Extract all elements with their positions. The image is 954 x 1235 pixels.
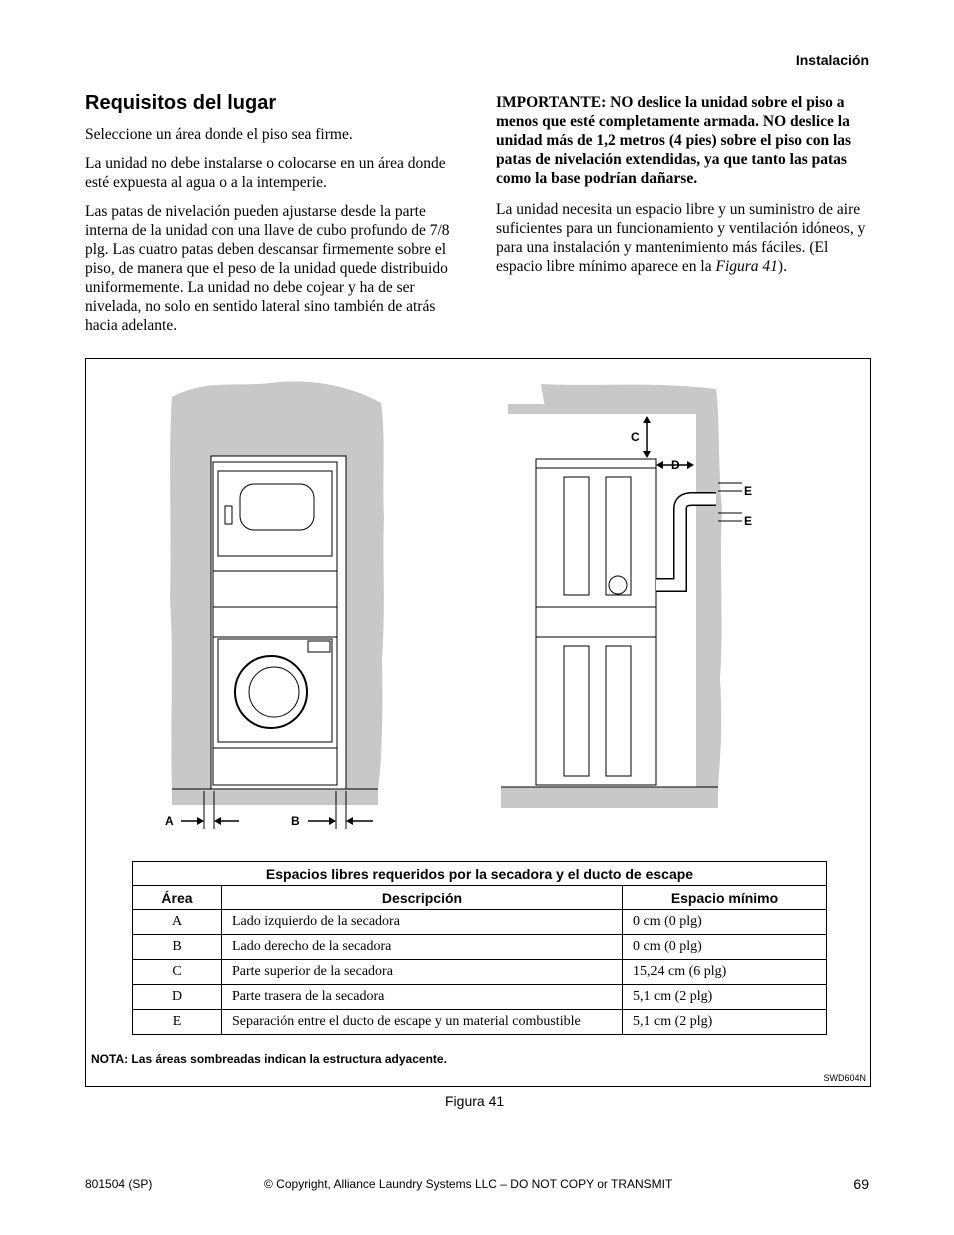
table-row <box>133 1010 827 1035</box>
section-title: Requisitos del lugar <box>85 92 277 114</box>
side-floor <box>501 787 718 808</box>
paragraph-floor: Seleccione un área donde el piso sea firme. <box>85 126 353 143</box>
front-dryer-window <box>240 484 314 530</box>
cell-min-space: 0 cm (0 plg) <box>623 910 827 935</box>
cell-description: Separación entre el ducto de escape y un material combustible <box>222 1010 623 1035</box>
figure-code: SWD604N <box>823 1073 866 1083</box>
table-row <box>133 985 827 1010</box>
dim-label-b: B <box>291 814 300 828</box>
cell-area: C <box>133 960 222 985</box>
cell-description: Parte superior de la secadora <box>222 960 623 985</box>
side-dryer-knob <box>609 576 627 594</box>
dim-d-arrowhead <box>687 461 694 469</box>
cell-area: B <box>133 935 222 960</box>
front-view <box>165 381 384 829</box>
dim-c-arrowhead <box>643 416 651 423</box>
clearance-diagram <box>86 359 872 859</box>
side-washer-slot <box>606 646 631 776</box>
cell-area: D <box>133 985 222 1010</box>
col-header-min-space: Espacio mínimo <box>623 886 827 910</box>
col-header-description: Descripción <box>222 886 623 910</box>
side-view <box>501 384 752 808</box>
table-row <box>133 935 827 960</box>
side-dryer-slot <box>564 477 589 595</box>
side-washer-cabinet <box>536 637 656 785</box>
figure-box <box>85 358 871 1087</box>
dim-label-c: C <box>631 430 640 444</box>
col-header-area: Área <box>133 886 222 910</box>
table-row <box>133 910 827 935</box>
dim-b-arrowhead <box>329 817 336 825</box>
figure-caption: Figura 41 <box>445 1093 505 1109</box>
important-warning: IMPORTANTE: NO deslice la unidad sobre el piso a menos que esté completamente armada. NO deslice la unidad más de 1,2 metros (4 pies) sobre el piso con las patas de nivelación extendidas, ya que tanto las patas como la base podrían dañarse. <box>496 94 852 187</box>
front-washer-control <box>308 641 330 652</box>
clearance-text-end: ). <box>777 258 787 275</box>
side-dryer-cabinet <box>536 459 656 607</box>
cell-area: A <box>133 910 222 935</box>
footer-copyright: © Copyright, Alliance Laundry Systems LLC – DO NOT COPY or TRANSMIT <box>264 1177 673 1191</box>
cell-min-space: 5,1 cm (2 plg) <box>623 985 827 1010</box>
paragraph-clearance <box>496 200 872 276</box>
dim-a-arrowhead <box>197 817 204 825</box>
paragraph-weather: La unidad no debe instalarse o colocarse en un área donde esté expuesta al agua o a la intemperie. <box>85 155 446 191</box>
dim-label-e2: E <box>744 514 753 528</box>
dim-d-arrowhead <box>656 461 663 469</box>
cell-description: Lado izquierdo de la secadora <box>222 910 623 935</box>
table-title: Espacios libres requeridos por la secadora y el ducto de escape <box>133 862 827 886</box>
cell-min-space: 15,24 cm (6 plg) <box>623 960 827 985</box>
page-number: 69 <box>853 1176 869 1192</box>
front-dryer-handle <box>225 506 232 524</box>
dim-c-arrowhead <box>643 451 651 458</box>
section-header: Instalación <box>795 52 869 68</box>
paragraph-leveling: Las patas de nivelación pueden ajustarse desde la parte interna de la unidad con una llave de cubo profundo de 7/8 plg. Las cuatro patas deben descansar firmemente sobre el piso, de manera que el peso de la unidad quede distribuido uniformemente. La unidad no debe cojear y ha de ser nivelada, no solo en sentido lateral sino también de atrás hacia adelante. <box>85 203 450 334</box>
side-washer-slot <box>564 646 589 776</box>
figure-reference: Figura 41 <box>715 258 778 275</box>
cell-description: Lado derecho de la secadora <box>222 935 623 960</box>
cell-description: Parte trasera de la secadora <box>222 985 623 1010</box>
dim-label-a: A <box>165 814 174 828</box>
side-top-panel <box>536 459 656 468</box>
figure-note: NOTA: Las áreas sombreadas indican la estructura adyacente. <box>91 1052 447 1066</box>
left-column <box>85 92 460 345</box>
cell-min-space: 5,1 cm (2 plg) <box>623 1010 827 1035</box>
clearance-text: La unidad necesita un espacio libre y un suministro de aire suficientes para un funcionamiento y ventilación idóneos, y para una instalación y mantenimiento más fáciles. (El espacio libre mínimo aparece en la <box>496 201 866 275</box>
front-floor <box>172 789 378 805</box>
side-middle-band <box>536 607 656 637</box>
clearance-table <box>132 861 827 1035</box>
dim-label-e1: E <box>744 484 753 498</box>
table-title-row <box>133 862 827 886</box>
footer-doc-number: 801504 (SP) <box>85 1177 153 1191</box>
dim-a-arrowhead <box>214 817 221 825</box>
dim-label-d: D <box>671 458 680 472</box>
side-ceiling-strip <box>508 404 698 414</box>
cell-min-space: 0 cm (0 plg) <box>623 935 827 960</box>
right-column <box>496 93 872 286</box>
table-row <box>133 960 827 985</box>
cell-area: E <box>133 1010 222 1035</box>
front-washer-window <box>249 667 299 717</box>
dim-b-arrowhead <box>346 817 353 825</box>
table-header-row <box>133 886 827 910</box>
